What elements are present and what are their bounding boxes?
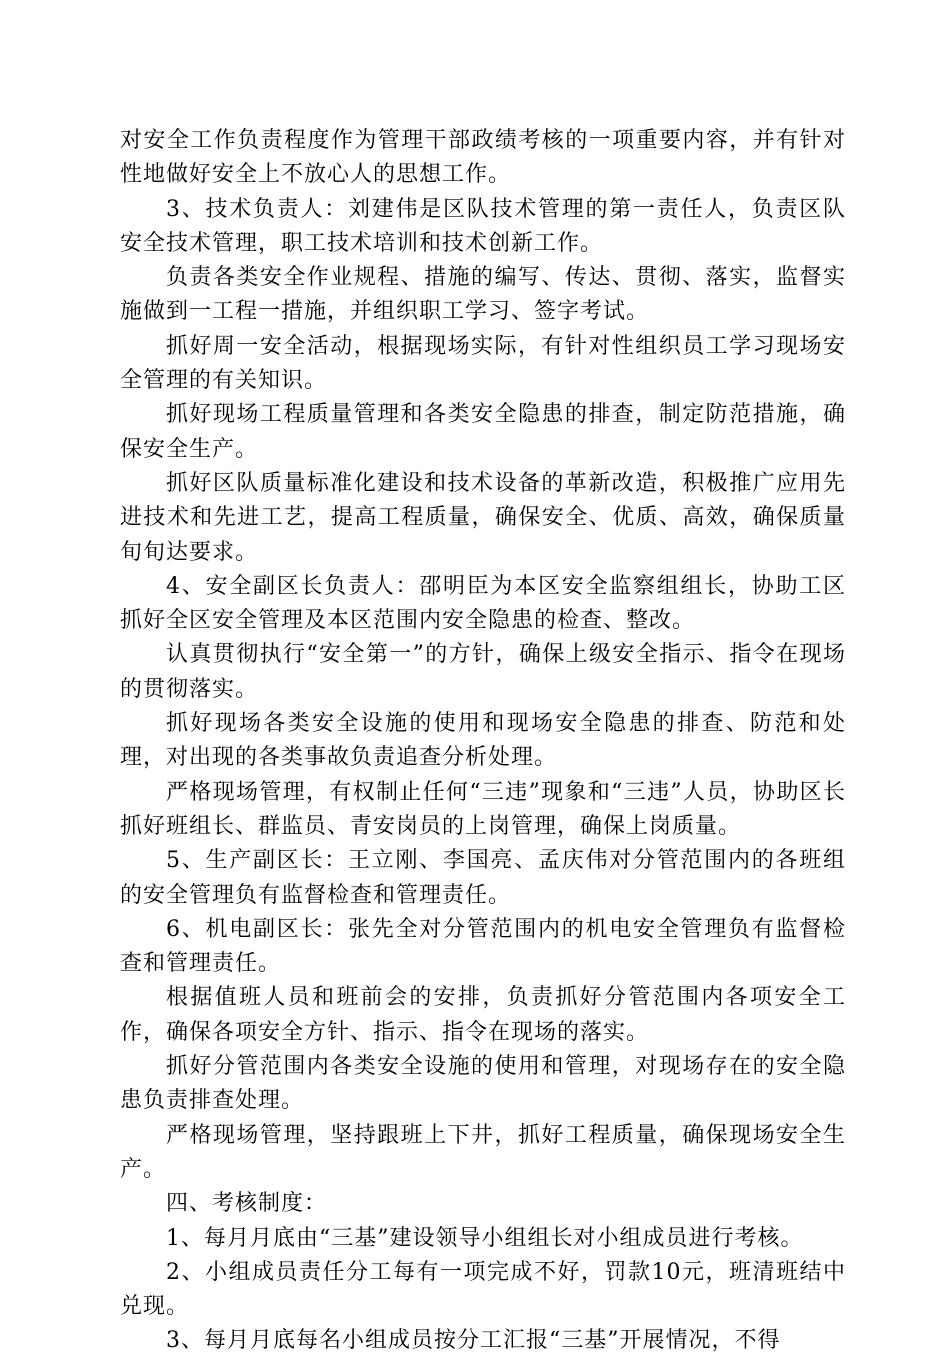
paragraph-safety-deputy: 4、安全副区长负责人：邵明臣为本区安全监察组组长，协助工区抓好全区安全管理及本区范围内安全隐患的检查、整改。 [120, 573, 846, 634]
paragraph: 严格现场管理，有权制止任何“三违”现象和“三违”人员，协助区长抓好班组长、群监员、青安岗员的上岗管理，确保上岗质量。 [120, 779, 846, 839]
paragraph-electromechanical-deputy: 6、机电副区长：张先全对分管范围内的机电安全管理负有监督检查和管理责任。 [120, 916, 846, 977]
paragraph: 抓好区队质量标准化建设和技术设备的革新改造，积极推广应用先进技术和先进工艺，提高工程质量，确保安全、优质、高效，确保质量旬旬达要求。 [120, 470, 846, 565]
section-heading-assessment: 四、考核制度： [166, 1191, 328, 1217]
paragraph-assessment-item: 2、小组成员责任分工每有一项完成不好，罚款10元，班清班结中兑现。 [120, 1259, 846, 1320]
paragraph: 抓好现场各类安全设施的使用和现场安全隐患的排查、防范和处理，对出现的各类事故负责追查分析处理。 [120, 711, 846, 771]
paragraph: 抓好现场工程质量管理和各类安全隐患的排查，制定防范措施，确保安全生产。 [120, 402, 846, 462]
paragraph: 认真贯彻执行“安全第一”的方针，确保上级安全指示、指令在现场的贯彻落实。 [120, 642, 846, 702]
paragraph: 负责各类安全作业规程、措施的编写、传达、贯彻、落实，监督实施做到一工程一措施，并组织职工学习、签字考试。 [120, 265, 846, 325]
paragraph: 抓好周一安全活动，根据现场实际，有针对性组织员工学习现场安全管理的有关知识。 [120, 333, 846, 394]
paragraph-assessment-item: 1、每月月底由“三基”建设领导小组组长对小组成员进行考核。 [166, 1225, 804, 1251]
paragraph-production-deputy: 5、生产副区长：王立刚、李国亮、孟庆伟对分管范围内的各班组的安全管理负有监督检查和管理责任。 [120, 848, 846, 908]
document-body [120, 124, 846, 1359]
paragraph-assessment-item: 3、每月月底每名小组成员按分工汇报“三基”开展情况，不得 [166, 1328, 781, 1354]
paragraph-continuation: 对安全工作负责程度作为管理干部政绩考核的一项重要内容，并有针对性地做好安全上不放心人的思想工作。 [120, 128, 846, 188]
paragraph-technical-lead: 3、技术负责人：刘建伟是区队技术管理的第一责任人，负责区队安全技术管理，职工技术培训和技术创新工作。 [120, 196, 846, 256]
paragraph: 抓好分管范围内各类安全设施的使用和管理，对现场存在的安全隐患负责排查处理。 [120, 1054, 846, 1114]
paragraph: 根据值班人员和班前会的安排，负责抓好分管范围内各项安全工作，确保各项安全方针、指示、指令在现场的落实。 [120, 985, 846, 1045]
paragraph: 严格现场管理，坚持跟班上下井，抓好工程质量，确保现场安全生产。 [120, 1122, 846, 1182]
